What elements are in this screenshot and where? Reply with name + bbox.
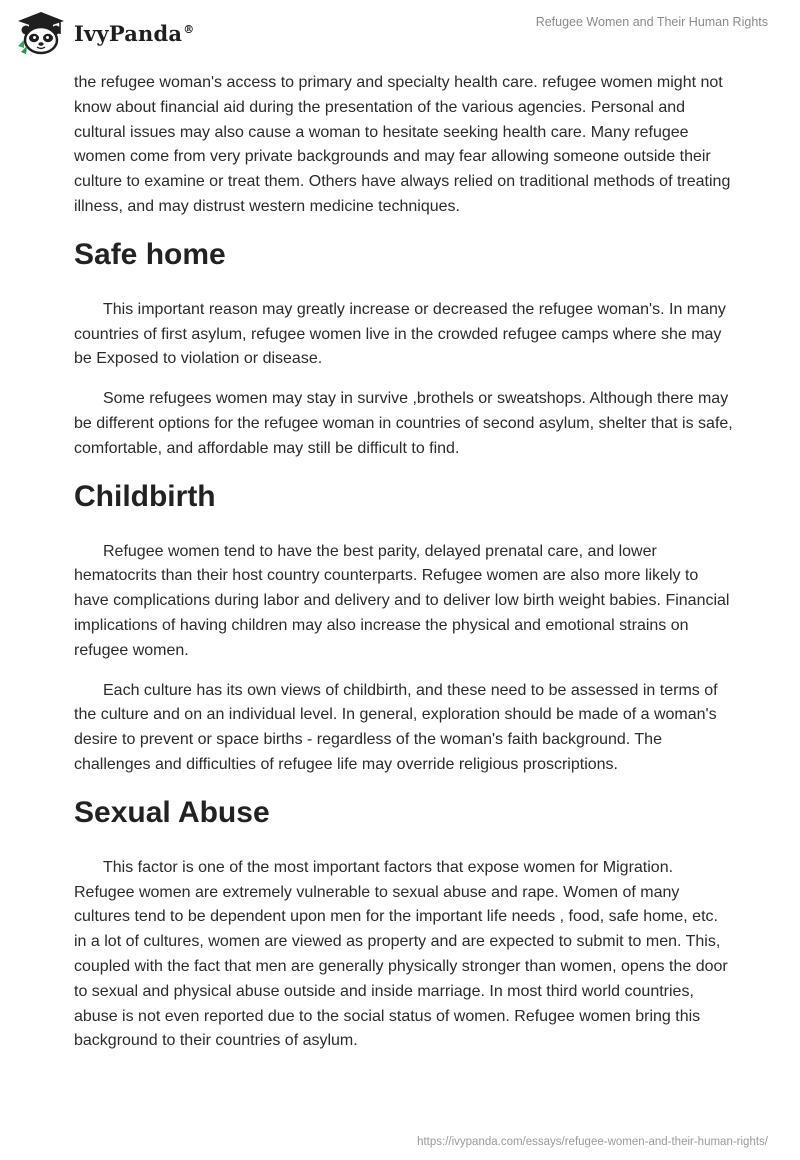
section-heading: Childbirth [74, 479, 216, 513]
section-heading: Sexual Abuse [74, 795, 270, 829]
essay-body [74, 71, 734, 1069]
paragraph: Some refugees women may stay in survive ,brothels or sweatshops. Although there may be different options for the refugee woman in countries of second asylum, shelter that is safe, comfortable, and affordable may still be difficult to find. [74, 390, 733, 457]
source-url-link[interactable]: https://ivypanda.com/essays/refugee-women-and-their-human-rights/ [417, 1136, 768, 1148]
panda-logo-icon [14, 10, 68, 56]
intro-paragraph: the refugee woman's access to primary and specialty health care. refugee women might not know about financial aid during the presentation of the various agencies. Personal and cultural issues may also cause a woman to hesitate seeking health care. Many refugee women come from very private backgrounds and may fear allowing someone outside their culture to examine or treat them. Others have always relied on traditional methods of treating illness, and may distrust western medicine techniques. [74, 74, 731, 215]
paragraph: Each culture has its own views of childbirth, and these need to be assessed in terms of the culture and on an individual level. In general, exploration should be made of a woman's desire to prevent or space births - regardless of the woman's faith background. The challenges and difficulties of refugee life may override religious proscriptions. [74, 681, 718, 773]
page-header [0, 0, 800, 70]
paragraph: This important reason may greatly increase or decreased the refugee woman's. In many countries of first asylum, refugee women live in the crowded refugee camps where she may be Exposed to violation or disease. [74, 300, 726, 368]
section-sexual-abuse [74, 795, 734, 1054]
paragraph: Refugee women tend to have the best parity, delayed prenatal care, and lower hematocrits than their host country counterparts. Refugee women are also more likely to have complications during labor and delivery and to deliver low birth weight babies. Financial implications of having children may also increase the physical and emotional strains on refugee women. [74, 542, 730, 659]
document-title: Refugee Women and Their Human Rights [535, 15, 768, 29]
section-safe-home [74, 237, 734, 462]
paragraph: This factor is one of the most important factors that expose women for Migration. Refugee women are extremely vulnerable to sexual abuse and rape. Women of many cultures tend to be dependent upon men for the important life needs , food, safe home, etc. in a lot of cultures, women are viewed as property and are expected to submit to men. This, coupled with the fact that men are generally physically stronger than women, opens the door to sexual and physical abuse outside and inside marriage. In most third world countries, abuse is not even reported due to the social status of women. Refugee women bring this background to their countries of asylum. [74, 858, 728, 1050]
section-childbirth [74, 479, 734, 778]
ivypanda-logo[interactable] [14, 10, 194, 56]
section-heading: Safe home [74, 237, 226, 271]
brand-name: IvyPanda® [74, 20, 195, 46]
